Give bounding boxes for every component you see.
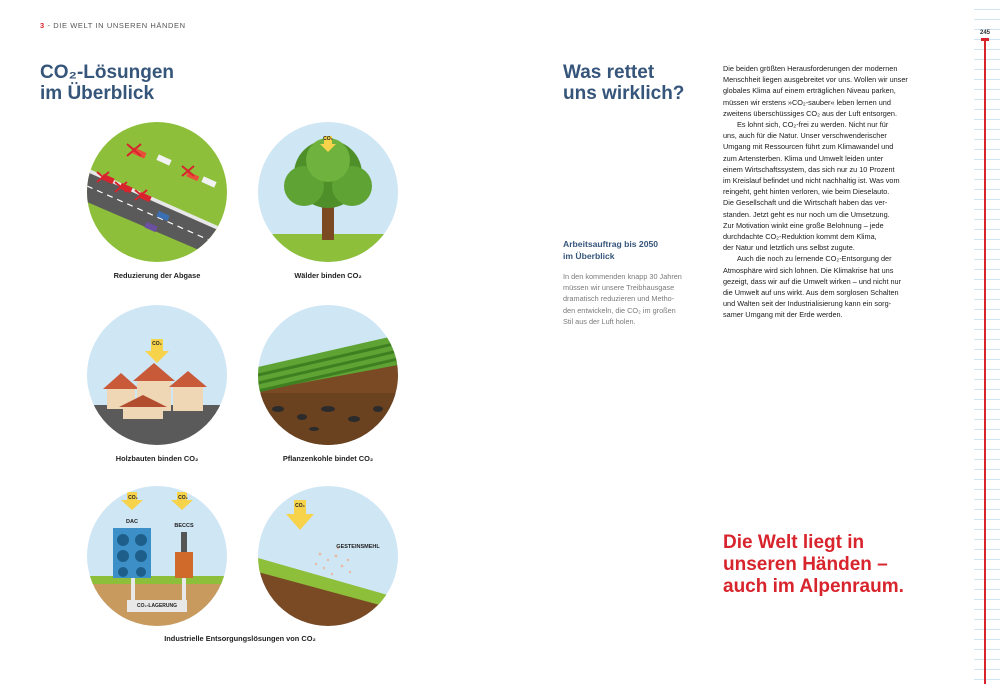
rock-flour-illustration (258, 486, 398, 626)
body-line: gezeigt, dass wir auf die Umwelt wirken – und nicht nur (723, 276, 902, 286)
co2-storage-label: CO₂-LAGERUNG (137, 603, 177, 609)
wooden-buildings-illustration (87, 305, 227, 445)
caption-exhaust-reduction: Reduzierung der Abgase (113, 271, 201, 280)
sidebar-heading-line-1: Arbeitsauftrag bis 2050 (563, 239, 659, 249)
body-line: Es lohnt sich, CO₂-frei zu werden. Nicht nur für (737, 120, 889, 130)
middle-title-line-1: Was rettet (563, 62, 655, 83)
dac-label: DAC (126, 519, 138, 525)
margin-red-line (984, 40, 986, 684)
body-line: Menschheit liegen ausgebreitet vor uns. Wollen wir unser (723, 75, 908, 85)
body-line: durchdachte CO₂-Reduktion kommt dem Klima, (723, 232, 877, 242)
body-line: Auch die noch zu lernende CO₂-Entsorgung der (737, 254, 892, 264)
caption-industrial-removal: Industrielle Entsorgungslösungen von CO₂ (164, 634, 316, 643)
rock-flour-label: GESTEINSMEHL (336, 544, 380, 550)
body-line: einem Wirtschaftssystem, das sich nur zu 10 Prozent (723, 164, 895, 174)
body-line: und Walten seit der Industrialisierung kann ein sorg- (723, 299, 892, 309)
co2-label: CO₂ (295, 503, 305, 509)
caption-forests: Wälder binden CO₂ (294, 271, 362, 280)
body-line: standen. Jetzt geht es nur noch um die Umsetzung. (723, 209, 890, 219)
sidebar-line: In den kommenden knapp 30 Jahren (563, 272, 682, 281)
middle-title-line-2: uns wirklich? (563, 83, 685, 104)
margin-tick (981, 38, 989, 41)
body-line: der Natur und letztlich uns selbst zugute. (723, 243, 855, 253)
quote-line-2: unseren Händen – (723, 554, 888, 575)
notebook-margin (974, 0, 1000, 684)
body-line: müssen wir erstens »CO₂-sauber« leben lernen und (723, 97, 891, 107)
body-text (723, 63, 953, 321)
running-header (40, 21, 186, 30)
quote-line-3: auch im Alpenraum. (723, 576, 904, 597)
left-page-title (40, 62, 240, 104)
left-title-line-2: im Überblick (40, 83, 155, 104)
caption-biochar: Pflanzenkohle bindet CO₂ (282, 454, 374, 463)
forest-illustration (258, 122, 398, 262)
body-line: im Kreislauf befindet und nicht nachhaltig ist. Was vom (723, 176, 900, 186)
body-line: die Umwelt auf uns wirkt. Aus dem sorglosen Schalten (723, 288, 899, 298)
beccs-label: BECCS (174, 523, 194, 529)
body-line: zweitens überschüssiges CO₂ aus der Luft entsorgen. (723, 108, 897, 118)
co2-label-beccs: CO₂ (178, 495, 188, 501)
body-line: reingeht, geht hinten verloren, wie beim Dieselauto. (723, 187, 890, 197)
sidebar-line: den entwickeln, die CO₂ im großen (563, 305, 676, 315)
body-line: Zur Motivation winkt eine große Belohnung – jede (723, 220, 884, 230)
body-line: Atmosphäre wird sich lohnen. Die Klimakrise hat uns (723, 265, 894, 275)
sidebar-line: müssen wir unsere Treibhausgase (563, 283, 675, 293)
co2-label-dac: CO₂ (128, 495, 138, 501)
left-title-line-1: CO₂-Lösungen (40, 62, 175, 83)
co2-label: CO₂ (323, 136, 333, 142)
chapter-title: - DIE WELT IN UNSEREN HÄNDEN (44, 21, 186, 30)
middle-page-title (563, 62, 713, 104)
sidebar-heading-line-2: im Überblick (563, 251, 615, 261)
dac-beccs-illustration (87, 486, 227, 626)
sidebar-text (563, 271, 713, 327)
biochar-illustration (258, 305, 398, 445)
page-number: 245 (980, 30, 991, 36)
chapter-number: 3 (40, 21, 45, 30)
body-line: Die beiden größten Herausforderungen der modernen (723, 64, 898, 73)
sidebar-line: Stil aus der Luft holen. (563, 316, 636, 326)
body-line: Die Gesellschaft und die Wirtschaft haben das ver- (723, 198, 888, 208)
sidebar-line: dramatisch reduzieren und Metho- (563, 294, 675, 304)
caption-wooden-buildings: Holzbauten binden CO₂ (115, 454, 199, 463)
co2-label: CO₂ (152, 341, 162, 347)
quote-line-1: Die Welt liegt in (723, 532, 865, 553)
pull-quote (723, 532, 963, 598)
body-line: uns, auch für die Natur. Unser verschwenderischer (723, 131, 887, 141)
body-line: Umgang mit Ressourcen führt zum Klimawandel und (723, 142, 894, 152)
body-line: samer Umgang mit der Erde werden. (723, 310, 843, 320)
body-line: zum Artensterben. Klima und Umwelt leiden unter (723, 153, 884, 163)
sidebar-heading (563, 238, 713, 262)
exhaust-reduction-illustration (87, 122, 227, 262)
body-line: globales Klima auf einem erträglichen Niveau parken, (723, 86, 896, 96)
